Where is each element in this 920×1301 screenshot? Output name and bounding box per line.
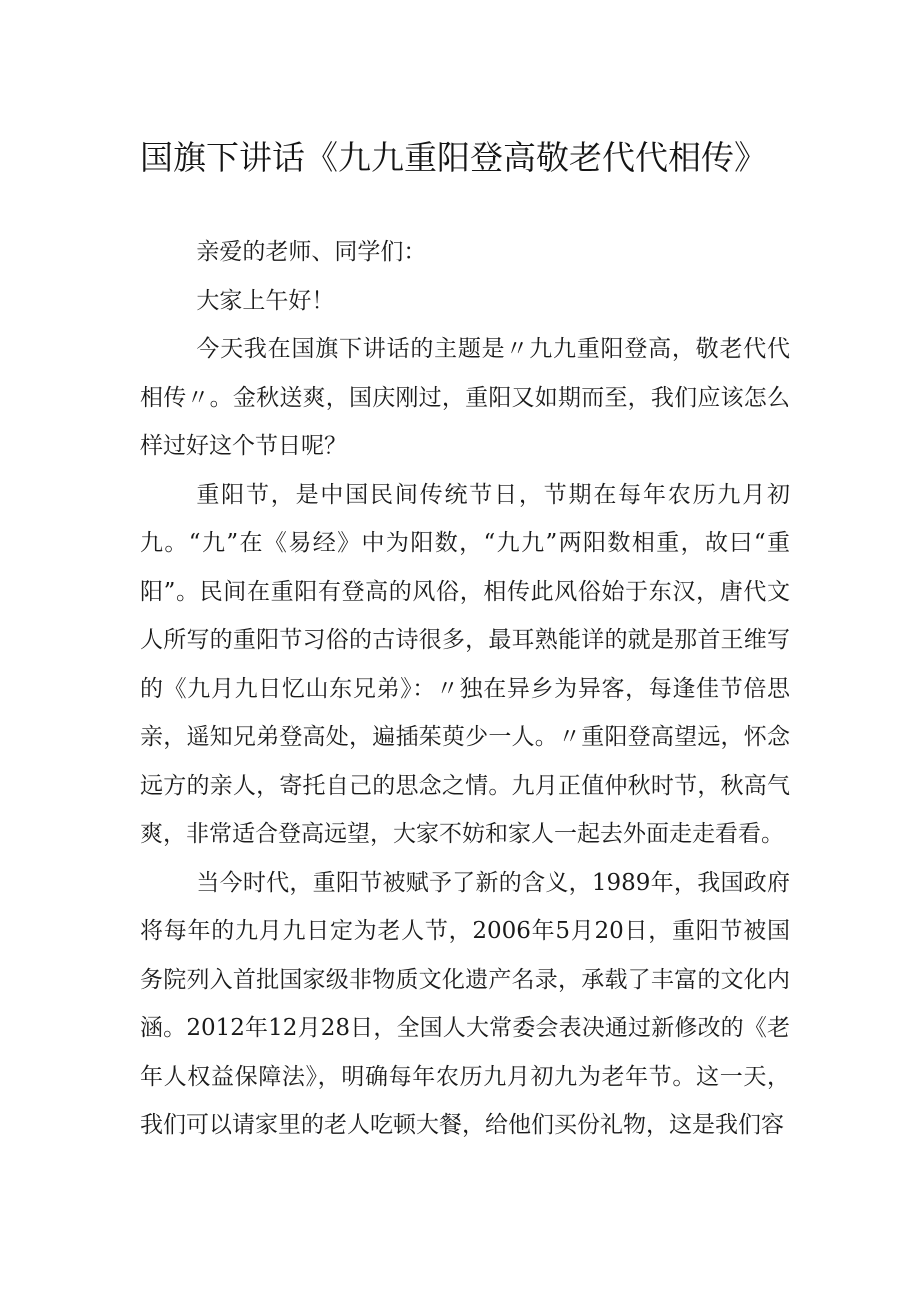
salutation-paragraph: 亲爱的老师、同学们： <box>196 239 427 265</box>
greeting-paragraph: 大家上午好！ <box>196 287 335 314</box>
modern-meaning-paragraph: 当今时代，重阳节被赋予了新的含义，1989年，我国政府将每年的九月九日定为老人节，2006年5月20日，重阳节被国务院列入首批国家级非物质文化遗产名录，承载了丰富的文化内涵。2012年12月28日，全国人大常委会表决通过新修改的《老年人权益保障法》，明确每年农历九月初九为老年节。这一天，我们可以请家里的老人吃顿大餐，给他们买份礼物，这是我们容 <box>140 869 790 1138</box>
document-title: 国旗下讲话《九九重阳登高敬老代代相传》 <box>140 138 767 177</box>
history-paragraph: 重阳节，是中国民间传统节日，节期在每年农历九月初九。“九”在《易经》中为阳数，“九九”两阳数相重，故曰“重阳”。民间在重阳有登高的风俗，相传此风俗始于东汉，唐代文人所写的重阳节习俗的古诗很多，最耳熟能详的就是那首王维写的《九月九日忆山东兄弟》：〃独在异乡为异客，每逢佳节倍思亲，遥知兄弟登高处，遍插茱萸少一人。〃重阳登高望远，怀念远方的亲人，寄托自己的思念之情。九月正值仲秋时节，秋高气爽，非常适合登高远望，大家不妨和家人一起去外面走走看看。 <box>140 481 790 847</box>
document-body <box>140 228 790 1150</box>
theme-paragraph: 今天我在国旗下讲话的主题是〃九九重阳登高，敬老代代相传〃。金秋送爽，国庆刚过，重阳又如期而至，我们应该怎么样过好这个节日呢？ <box>140 336 790 459</box>
